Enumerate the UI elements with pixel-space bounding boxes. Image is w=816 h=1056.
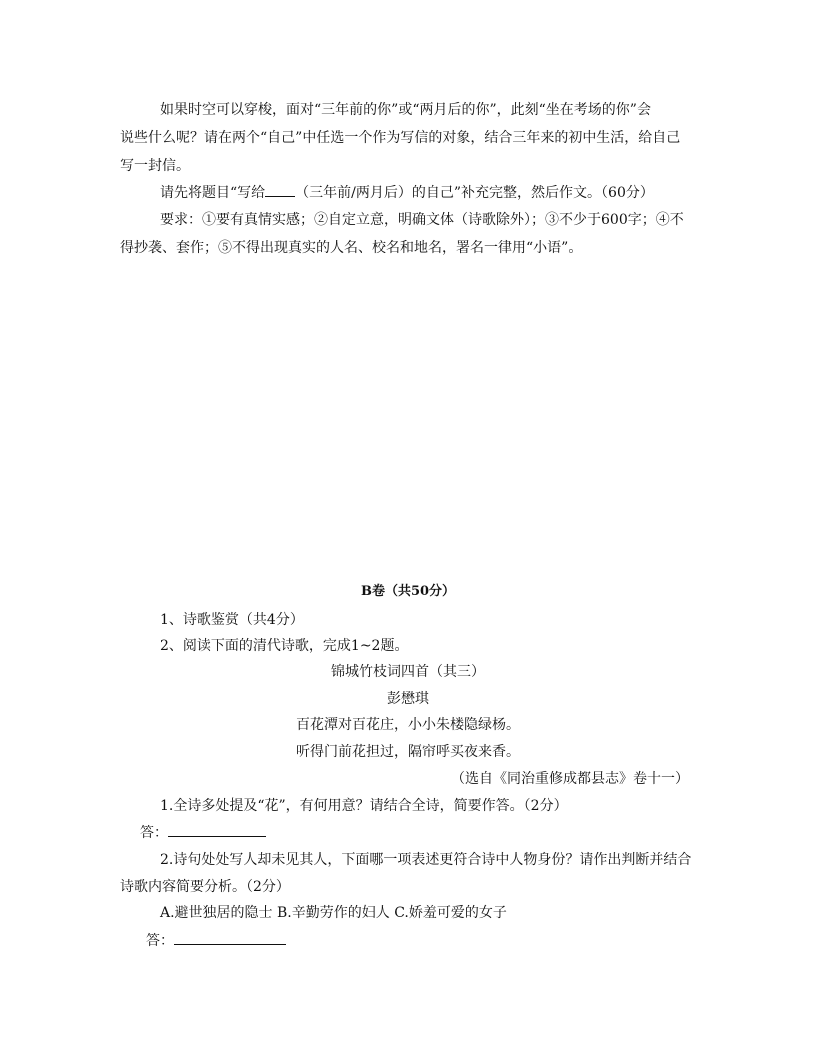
answer-label-1: 答： — [140, 825, 168, 841]
poem-line-2: 听得门前花担过，隔帘呼买夜来香。 — [296, 744, 520, 760]
answer-options: A.避世独居的隐士 B.辛勤劳作的妇人 C.娇羞可爱的女子 — [160, 905, 507, 921]
answer-line-1 — [140, 822, 266, 843]
poem-line-1: 百花潭对百花庄，小小朱楼隐绿杨。 — [296, 717, 520, 733]
essay-title-instruction — [160, 182, 654, 203]
essay-requirements-line-1: 要求：①要有真情实感；②自定立意，明确文体（诗歌除外）；③不少于600字；④不 — [160, 212, 684, 228]
sub-question-2-line-1: 2.诗句处处写人却未见其人，下面哪一项表述更符合诗中人物身份？请作出判断并结合 — [160, 852, 692, 868]
poem-source: （选自《同治重修成都县志》卷十一） — [451, 771, 689, 787]
question-2-heading: 2、阅读下面的清代诗歌，完成1~2题。 — [160, 638, 409, 654]
sub-question-2-line-2: 诗歌内容简要分析。（2分） — [120, 879, 290, 895]
poem-author: 彭懋琪 — [387, 691, 429, 707]
essay-requirements-line-2: 得抄袭、套作；⑤不得出现真实的人名、校名和地名，署名一律用“小语”。 — [120, 240, 583, 256]
question-1-heading: 1、诗歌鉴赏（共4分） — [160, 612, 304, 628]
answer-blank-2[interactable] — [174, 930, 286, 945]
essay-title-suffix: （三年前/两月后）的自己”补充完整，然后作文。（60分） — [295, 185, 654, 201]
section-b-title: B卷（共50分） — [360, 584, 456, 599]
essay-prompt-line-2: 说些什么呢？请在两个“自己”中任选一个作为写信的对象，结合三年来的初中生活，给自己 — [120, 130, 681, 146]
essay-prompt-line-1: 如果时空可以穿梭，面对“三年前的你”或“两月后的你”，此刻“坐在考场的你”会 — [160, 102, 651, 118]
answer-label-2: 答： — [146, 933, 174, 949]
poem-title: 锦城竹枝词四首（其三） — [331, 664, 485, 680]
sub-question-1: 1.全诗多处提及“花”，有何用意？请结合全诗，简要作答。（2分） — [160, 798, 568, 814]
essay-title-blank — [265, 182, 295, 197]
answer-line-2 — [146, 930, 286, 951]
essay-title-prefix: 请先将题目“写给 — [160, 185, 266, 201]
essay-prompt-line-3: 写一封信。 — [120, 158, 190, 174]
answer-blank-1[interactable] — [168, 822, 266, 837]
